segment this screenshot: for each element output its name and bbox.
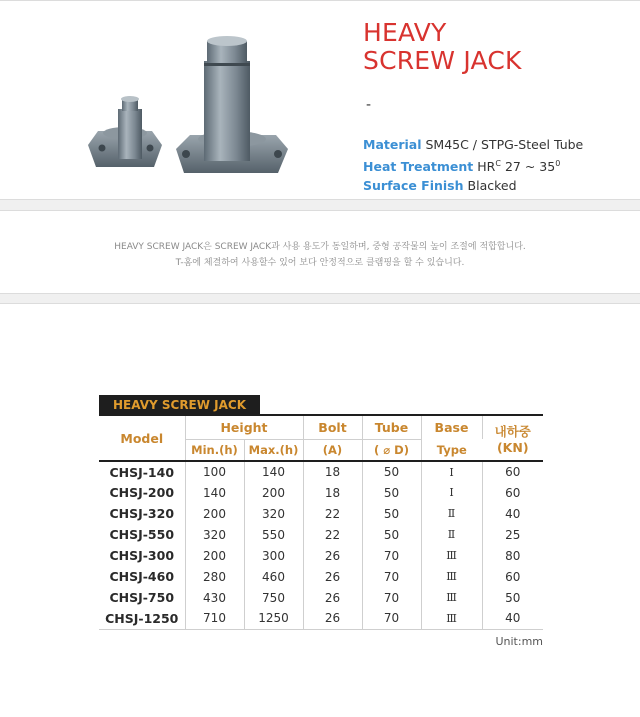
cell-type: Ⅲ xyxy=(421,608,482,629)
cell-load: 50 xyxy=(505,590,521,605)
spec-sup: C xyxy=(495,159,501,168)
col-header-bolt: Bolt xyxy=(303,415,362,439)
spec-table-wrapper xyxy=(99,414,543,630)
col-header-height: Height xyxy=(185,415,303,439)
cell-type: Ⅰ xyxy=(421,482,482,503)
cell-tube: 50 xyxy=(362,524,421,545)
cell-load: 80 xyxy=(505,548,521,563)
spec-value: Blacked xyxy=(467,178,517,194)
cell-load: 60 xyxy=(505,569,521,584)
table-row xyxy=(99,587,543,608)
cell-model: CHSJ-750 xyxy=(99,587,185,608)
cell-model: CHSJ-1250 xyxy=(99,608,185,629)
product-title xyxy=(363,19,522,75)
description-line-2: T-홈에 체결하여 사용할수 있어 보다 안정적으로 클램핑을 할 수 있습니다. xyxy=(175,258,465,268)
cell-max: 1250 xyxy=(244,608,303,629)
table-label: HEAVY SCREW JACK xyxy=(99,395,260,415)
spec-list xyxy=(363,135,583,195)
cell-bolt: 26 xyxy=(303,587,362,608)
cell-type: Ⅰ xyxy=(421,461,482,482)
table-row xyxy=(99,524,543,545)
description-panel xyxy=(0,210,640,294)
cell-max: 750 xyxy=(244,587,303,608)
spec-value xyxy=(477,159,560,174)
cell-bolt: 18 xyxy=(303,482,362,503)
title-line-2: SCREW JACK xyxy=(363,46,522,75)
title-divider: - xyxy=(366,97,372,113)
col-header-bolt-sub: (A) xyxy=(303,439,362,461)
cell-type: Ⅱ xyxy=(421,503,482,524)
table-row xyxy=(99,482,543,503)
cell-bolt: 26 xyxy=(303,545,362,566)
cell-model: CHSJ-200 xyxy=(99,482,185,503)
cell-tube: 70 xyxy=(362,587,421,608)
cell-max: 320 xyxy=(244,503,303,524)
cell-min: 100 xyxy=(185,461,244,482)
cell-model: CHSJ-320 xyxy=(99,503,185,524)
cell-min: 140 xyxy=(185,482,244,503)
cell-tube: 50 xyxy=(362,482,421,503)
unit-note: Unit:mm xyxy=(495,635,543,648)
cell-load: 60 xyxy=(505,465,521,479)
cell-type: Ⅱ xyxy=(421,524,482,545)
col-header-tube: Tube xyxy=(362,415,421,439)
table-row xyxy=(99,503,543,524)
cell-load: 25 xyxy=(505,527,521,542)
cell-max: 140 xyxy=(244,461,303,482)
cell-max: 300 xyxy=(244,545,303,566)
cell-load: 40 xyxy=(482,608,543,629)
small-jack-shape xyxy=(88,96,162,167)
cell-model: CHSJ-140 xyxy=(99,461,185,482)
cell-bolt: 26 xyxy=(303,608,362,629)
col-header-model: Model xyxy=(99,415,185,461)
spec-material xyxy=(363,135,583,154)
description-text xyxy=(0,239,640,271)
col-header-tube-sub: ( ⌀ D) xyxy=(362,439,421,461)
cell-min: 430 xyxy=(185,587,244,608)
spec-heat-treatment xyxy=(363,154,583,176)
cell-tube: 70 xyxy=(362,545,421,566)
spec-value-range: 27 ~ 35 xyxy=(500,159,556,175)
spec-table xyxy=(99,414,543,630)
cell-min: 710 xyxy=(185,608,244,629)
table-row xyxy=(99,461,543,482)
product-header-panel xyxy=(0,0,640,200)
cell-min: 200 xyxy=(185,545,244,566)
col-header-load: 내하중(KN) xyxy=(482,415,543,461)
spec-value: SM45C / STPG-Steel Tube xyxy=(425,137,584,152)
table-row xyxy=(99,566,543,587)
cell-model: CHSJ-550 xyxy=(99,524,185,545)
cell-min: 320 xyxy=(185,524,244,545)
spec-surface-finish xyxy=(363,176,583,195)
cell-type: Ⅲ xyxy=(421,545,482,566)
spec-key: Surface Finish xyxy=(363,178,464,194)
cell-tube: 70 xyxy=(362,566,421,587)
cell-bolt: 26 xyxy=(303,566,362,587)
spec-key: Material xyxy=(363,137,422,152)
cell-load: 40 xyxy=(505,506,521,521)
cell-type: Ⅲ xyxy=(421,566,482,587)
cell-tube: 50 xyxy=(362,461,421,482)
cell-type: Ⅲ xyxy=(421,587,482,608)
spec-sup: 0 xyxy=(555,159,561,168)
spec-value-prefix: HR xyxy=(477,159,496,175)
title-line-1: HEAVY xyxy=(363,18,447,47)
col-header-base-sub: Type xyxy=(421,439,482,461)
cell-load: 60 xyxy=(505,485,521,500)
table-row xyxy=(99,545,543,566)
col-header-max: Max.(h) xyxy=(244,439,303,461)
cell-bolt: 22 xyxy=(303,503,362,524)
cell-bolt: 18 xyxy=(303,461,362,482)
cell-model: CHSJ-460 xyxy=(99,566,185,587)
col-header-min: Min.(h) xyxy=(185,439,244,461)
col-header-base: Base xyxy=(421,415,482,439)
spec-key: Heat Treatment xyxy=(363,159,474,175)
cell-model: CHSJ-300 xyxy=(99,545,185,566)
cell-bolt: 22 xyxy=(303,524,362,545)
table-row xyxy=(99,608,543,629)
cell-tube: 50 xyxy=(362,503,421,524)
large-jack-shape xyxy=(176,36,288,173)
cell-max: 200 xyxy=(244,482,303,503)
description-line-1: HEAVY SCREW JACK은 SCREW JACK과 사용 용도가 동일하며, 중형 공작물의 높이 조절에 적합합니다. xyxy=(114,242,526,252)
cell-tube: 70 xyxy=(362,608,421,629)
product-image xyxy=(80,27,290,177)
cell-min: 200 xyxy=(185,503,244,524)
cell-max: 460 xyxy=(244,566,303,587)
cell-max: 550 xyxy=(244,524,303,545)
cell-min: 280 xyxy=(185,566,244,587)
